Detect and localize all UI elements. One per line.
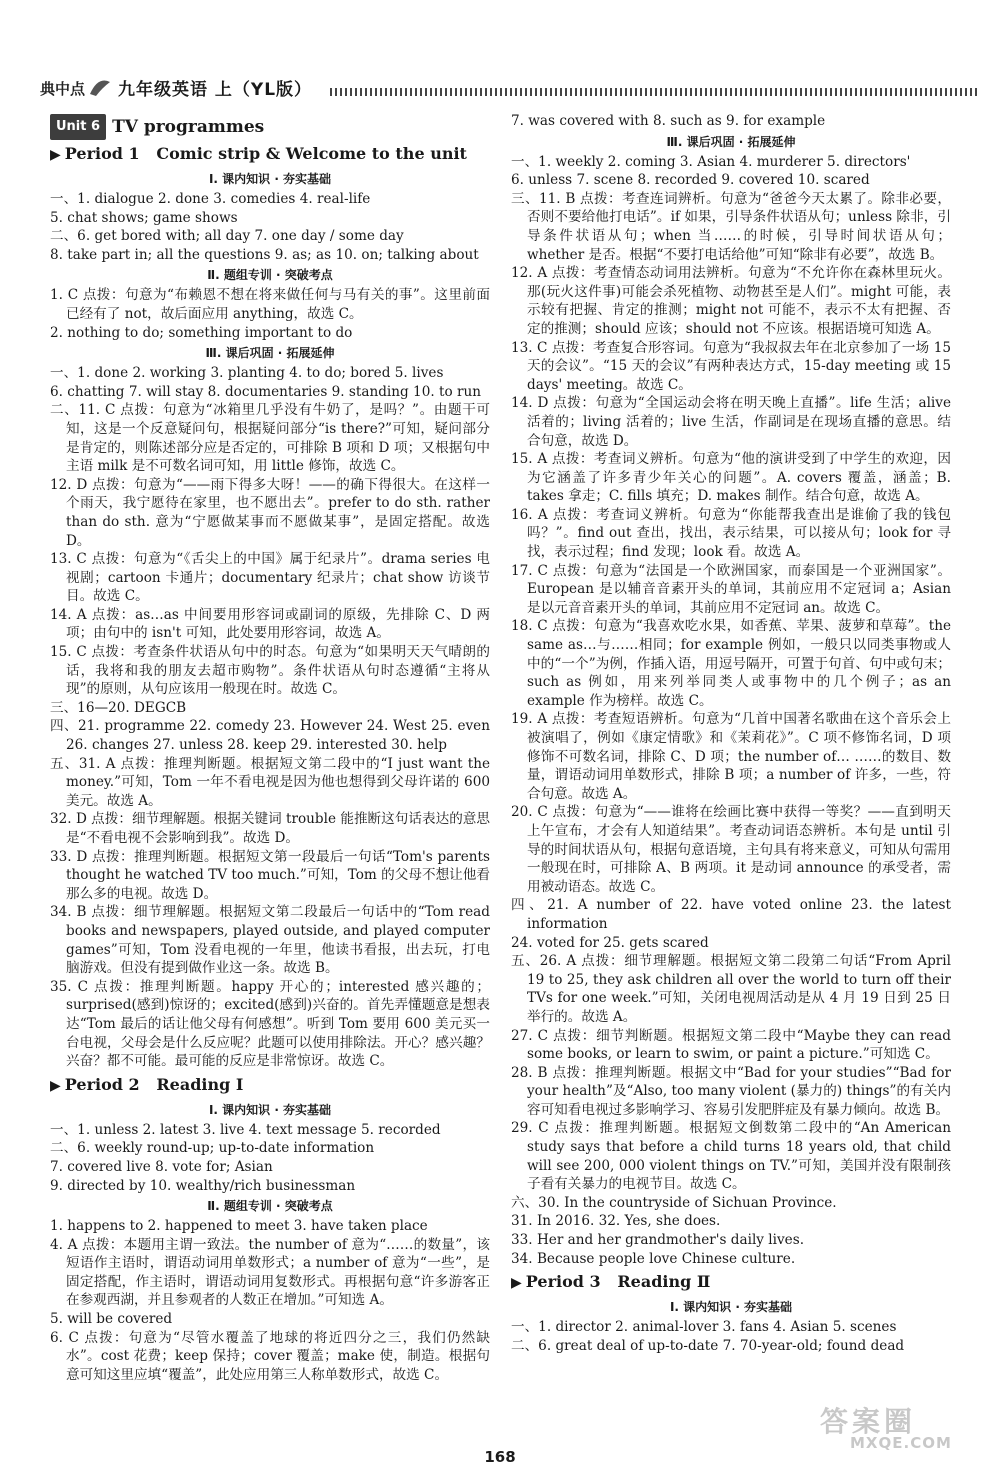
section-heading: Ⅰ. 课内知识 · 夯实基础 xyxy=(208,1102,332,1117)
answer-line: 8. take part in; all the questions 9. as; as 10. on; talking about xyxy=(50,246,479,263)
answer-line: 二、6. weekly round-up; up-to-date information xyxy=(50,1140,375,1157)
answer-line: 6. unless 7. scene 8. recorded 9. covered 10. scared xyxy=(511,172,870,189)
answer-line: 34. B 点拨：细节理解题。根据短文第二段最后一句话中的“Tom read books and newspapers, played outside, and played computer games”可知，Tom 没看电视的一年里，他读书看报，出去玩，打电脑游戏。但没有提到做作业这一条。故选 B。 xyxy=(50,904,490,977)
unit-badge: Unit 6 xyxy=(50,114,106,140)
section-heading: Ⅱ. 题组专训 · 突破考点 xyxy=(207,1199,333,1214)
period-1-heading xyxy=(50,142,490,167)
answer-line: 五、26. A 点拨：细节理解题。根据短文第二段第二句话“From April 19 to 25, they ask children all over the world to turn off their TVs for one week.”可知，关闭电视周活动是从 4 月 19 日到 25 日举行的。故选 A。 xyxy=(511,953,951,1025)
answer-line: 二、11. C 点拨：句意为“冰箱里几乎没有牛奶了，是吗？”。由题干可知，这是一个反意疑问句，根据疑问部分“is there?”可知，疑问部分是肯定的，则陈述部分应是否定的，可排除 B 项和 D 项；又根据句中主语 milk 是不可数名词可知，用 little 修饰，故选 C。 xyxy=(50,402,490,475)
answer-line: 二、6. get bored with; all day 7. one day / some day xyxy=(50,228,404,245)
answer-line: 一、1. weekly 2. coming 3. Asian 4. murderer 5. directors' xyxy=(511,153,911,170)
answer-line: 一、1. unless 2. latest 3. live 4. text message 5. recorded xyxy=(50,1121,441,1138)
answer-line: 6. chatting 7. will stay 8. documentaries 9. standing 10. to run xyxy=(50,383,481,400)
answer-line: 三、16—20. DEGCB xyxy=(50,699,187,716)
answer-block xyxy=(50,364,490,1071)
answer-line: 六、30. In the countryside of Sichuan Province. xyxy=(511,1194,837,1211)
answer-line: 三、11. B 点拨：考查连词辨析。句意为“爸爸今天太累了。除非必要，否则不要给他打电话”。if 如果，引导条件状语从句；unless 除非，引导条件状语从句；when 当……的时候，引导时间状语从句；whether 是否。根据“不要打电话给他”可知“除非有必要”，故选 B。 xyxy=(511,190,951,263)
answer-line: 12. D 点拨：句意为“——雨下得多大呀！——的确下得很大。在这样一个雨天，我宁愿待在家里，也不愿出去”。prefer to do sth. rather than do sth. 意为“宁愿做某事而不愿做某事”，是固定搭配。故选 D。 xyxy=(50,476,490,549)
answer-line: 33. Her and her grandmother's daily lives. xyxy=(511,1232,805,1249)
answer-line: 13. C 点拨：句意为“《舌尖上的中国》属于纪录片”。drama series 电视剧；cartoon 卡通片；documentary 纪录片；chat show 访谈节目。故选 C。 xyxy=(50,551,490,605)
answer-line: 9. directed by 10. wealthy/rich businessman xyxy=(50,1177,356,1194)
answer-line: 35. C 点拨：推理判断题。happy 开心的；interested 感兴趣的；surprised(感到)惊讶的；excited(感到)兴奋的。首先弄懂题意是想表达“Tom 最后的话让他父母有何感想”。听到 Tom 要用 600 美元买一台电视，父母会是什么反应呢？此题可以使用排除法。开心？感兴趣？兴奋？都不可能。最可能的反应是非常惊讶。故选 C。 xyxy=(50,978,490,1070)
period-label: Period 1 xyxy=(64,144,140,163)
answer-line: 15. A 点拨：考查词义辨析。句意为“他的演讲受到了中学生的欢迎，因为它涵盖了许多青少年关心的问题”。A. covers 覆盖，涵盖；B. takes 拿走；C. fills 填充；D. makes 制作。结合句意，故选 A。 xyxy=(511,451,951,505)
answer-line: 五、31. A 点拨：推理判断题。根据短文第二段中的“I just want the money.”可知，Tom 一年不看电视是因为他也想得到父母许诺的 600 美元。故选 A。 xyxy=(50,755,490,809)
period-title: Reading Ⅱ xyxy=(617,1272,711,1292)
answer-line: 一、1. director 2. animal-lover 3. fans 4. Asian 5. scenes xyxy=(511,1319,897,1336)
answer-line: 20. C 点拨：句意为“——谁将在绘画比赛中获得一等奖？——直到明天上午宣布，才会有人知道结果”。考查动词语态辨析。本句是 until 引导的时间状语从句，根据句意语境，主句具有将来意义，可知从句需用一般现在时，可排除 A、B 两项。it 是动词 announce 的承受者，需用被动语态。故选 C。 xyxy=(511,804,951,895)
triangle-icon: ▶ xyxy=(50,147,61,163)
answer-line: 6. C 点拨：句意为“尽管水覆盖了地球的将近四分之三，我们仍然缺水”。cost 花费；keep 保持；cover 覆盖；make 使，制造。根据句意可知这里应填“覆盖”，此处应用第三人称单数形式，故选 C。 xyxy=(50,1329,490,1383)
answer-line: 一、1. dialogue 2. done 3. comedies 4. real-life xyxy=(50,191,371,207)
answer-line: 24. voted for 25. gets scared xyxy=(511,934,709,951)
header-title: 九年级英语 上（YL版） xyxy=(118,80,313,100)
period-title: Reading Ⅰ xyxy=(156,1074,244,1094)
section-heading: Ⅰ. 课内知识 · 夯实基础 xyxy=(208,172,332,186)
period-label: Period 3 xyxy=(525,1272,601,1292)
period-2-heading xyxy=(50,1073,490,1098)
answer-line: 7. covered live 8. vote for; Asian xyxy=(50,1158,273,1175)
answer-line: 5. will be covered xyxy=(50,1311,173,1328)
svg-text:典中点: 典中点 xyxy=(40,80,86,98)
answer-line: 16. A 点拨：考查词义辨析。句意为“你能帮我查出是谁偷了我的钱包吗？”。find out 查出，找出，表示结果，可以接从句；look for 寻找，表示过程；find 发现；look 看。故选 A。 xyxy=(511,506,951,561)
answer-block xyxy=(50,1217,490,1384)
watermark-url: MXQE.COM xyxy=(850,1434,952,1452)
watermark xyxy=(820,1400,980,1456)
answer-line: 2. nothing to do; something important to do xyxy=(50,324,353,341)
answer-line: 12. A 点拨：考查情态动词用法辨析。句意为“不允许你在森林里玩火。那(玩火这件事)可能会杀死植物、动物甚至是人们”。might 可能，表示较有把握、肯定的推测；might not 可能不，表示不太有把握、否定的推测；should 应该；should not 不应该。根据语境可知选 A。 xyxy=(511,265,951,337)
page-header xyxy=(40,72,960,102)
answer-line: 1. happens to 2. happened to meet 3. have taken place xyxy=(50,1218,428,1235)
answer-block xyxy=(511,1318,951,1355)
answer-line: 14. D 点拨：句意为“全国运动会将在明天晚上直播”。life 生活；alive 活着的；living 活着的；live 生活，作副词是在现场直播的意思。结合句意，故选 D。 xyxy=(511,395,951,449)
period-3-heading xyxy=(511,1270,951,1295)
answer-block xyxy=(50,1121,490,1195)
answer-line: 19. A 点拨：考查短语辨析。句意为“几首中国著名歌曲在这个音乐会上被演唱了，例如《康定情歌》和《茉莉花》”。C 项不修饰名词，D 项修饰不可数名词，排除 C、D 项；the number of… ……的数目、数量，谓语动词用单数形式，排除 B 项；a number of 许多，一些，符合句意。故选 A。 xyxy=(511,711,951,802)
unit-heading xyxy=(50,114,490,140)
header-rule xyxy=(330,88,980,96)
triangle-icon: ▶ xyxy=(511,1275,522,1292)
answer-line: 二、6. great deal of up-to-date 7. 70-year-old; found dead xyxy=(511,1337,905,1354)
triangle-icon: ▶ xyxy=(50,1077,61,1094)
watermark-text: 答案圈 xyxy=(820,1405,917,1438)
answer-line: 四、21. programme 22. comedy 23. However 24. West 25. even 26. changes 27. unless 28. keep 29. interested 30. help xyxy=(50,718,490,754)
section-heading: Ⅱ. 题组专训 · 突破考点 xyxy=(207,268,333,283)
answer-line: 28. B 点拨：推理判断题。根据文中“Bad for your studies”“Bad for your health”及“Also, too many violent (暴力的) things”的有关内容可知看电视过多影响学习、容易引发肥胖症及有暴力倾向。故选 B。 xyxy=(511,1064,951,1118)
answer-line: 5. chat shows; game shows xyxy=(50,209,238,226)
answer-block xyxy=(511,153,951,1269)
answer-line: 27. C 点拨：细节判断题。根据短文第二段中“Maybe they can read some books, or learn to swim, or paint a picture.”可知选 C。 xyxy=(511,1027,951,1063)
section-heading: Ⅰ. 课内知识 · 夯实基础 xyxy=(669,1300,793,1315)
answer-line: 33. D 点拨：推理判断题。根据短文第一段最后一句话“Tom's parents thought he watched TV too much.”可知，Tom 的父母不想让他看那么多的电视。故选 D。 xyxy=(50,848,490,902)
answer-line: 13. C 点拨：考查复合形容词。句意为“我叔叔去年在北京参加了一场 15 天的会议”。“15 天的会议”有两种表达方式，15-day meeting 或 15 days' meeting。故选 C。 xyxy=(511,339,951,393)
answer-line: 31. In 2016. 32. Yes, she does. xyxy=(511,1213,721,1230)
answer-line: 15. C 点拨：考查条件状语从句中的时态。句意为“如果明天天气晴朗的话，我将和我的朋友去超市购物”。条件状语从句时态遵循“主将从现”的原则，从句应该用一般现在时。故选 C。 xyxy=(50,644,490,698)
period-label: Period 2 xyxy=(64,1074,140,1094)
book-logo-icon xyxy=(40,74,112,100)
answer-line: 4. A 点拨：本题用主谓一致法。the number of 意为“……的数量”，该短语作主语时，谓语动词用单数形式；a number of 意为“一些”，是固定搭配，作主语时，谓语动词用复数形式。再根据句意“许多游客正在参观西湖，并且参观者的人数正在增加。”可知选 A。 xyxy=(50,1236,490,1309)
answer-block xyxy=(50,286,490,342)
left-column xyxy=(50,112,490,1384)
answer-line: 一、1. done 2. working 3. planting 4. to do; bored 5. lives xyxy=(50,365,444,382)
answer-line: 7. was covered with 8. such as 9. for example xyxy=(511,113,826,129)
answer-line: 32. D 点拨：细节理解题。根据关键词 trouble 能推断这句话表达的意思是“不看电视不会影响到我”。故选 D。 xyxy=(50,811,490,846)
answer-line: 四、21. A number of 22. have voted online 23. the latest information xyxy=(511,897,951,932)
section-heading: Ⅲ. 课后巩固 · 拓展延伸 xyxy=(205,346,335,361)
right-column xyxy=(511,112,951,1355)
answer-block xyxy=(50,190,490,264)
answer-line: 34. Because people love Chinese culture. xyxy=(511,1250,796,1267)
period-title: Comic strip & Welcome to the unit xyxy=(156,144,467,163)
answer-line: 1. C 点拨：句意为“布赖恩不想在将来做任何与马有关的事”。这里前面已经有了 not，故后面应用 anything，故选 C。 xyxy=(50,287,490,322)
unit-title: TV programmes xyxy=(112,117,265,137)
answer-block xyxy=(511,112,951,131)
section-heading: Ⅲ. 课后巩固 · 拓展延伸 xyxy=(666,134,796,149)
answer-line: 18. C 点拨：句意为“我喜欢吃水果，如香蕉、苹果、菠萝和草莓”。the same as…与……相同；for example 例如，一般只以同类事物或人中的“一个”为例，作插入语，用逗号隔开，可置于句首、句中或句末；such as 例如，用来列举同类人或事物中的几个例子；as an example 作为榜样。故选 C。 xyxy=(511,618,951,709)
page-number: 168 xyxy=(484,1448,516,1466)
answer-line: 29. C 点拨：推理判断题。根据短文倒数第二段中的“An American study says that before a child turns 18 years old, that child will see 200, 000 violent things on TV.”可知，美国并没有限制孩子看有关暴力的电视节目。故选 C。 xyxy=(511,1120,951,1193)
answer-line: 14. A 点拨：as…as 中间要用形容词或副词的原级，先排除 C、D 两项；由句中的 isn't 可知，此处要用形容词，故选 A。 xyxy=(50,606,490,642)
answer-line: 17. C 点拨：句意为“法国是一个欧洲国家，而泰国是一个亚洲国家”。European 是以辅音音素开头的单词，其前应用不定冠词 a；Asian 是以元音音素开头的单词，其前应用不定冠词 an。故选 C。 xyxy=(511,562,951,616)
